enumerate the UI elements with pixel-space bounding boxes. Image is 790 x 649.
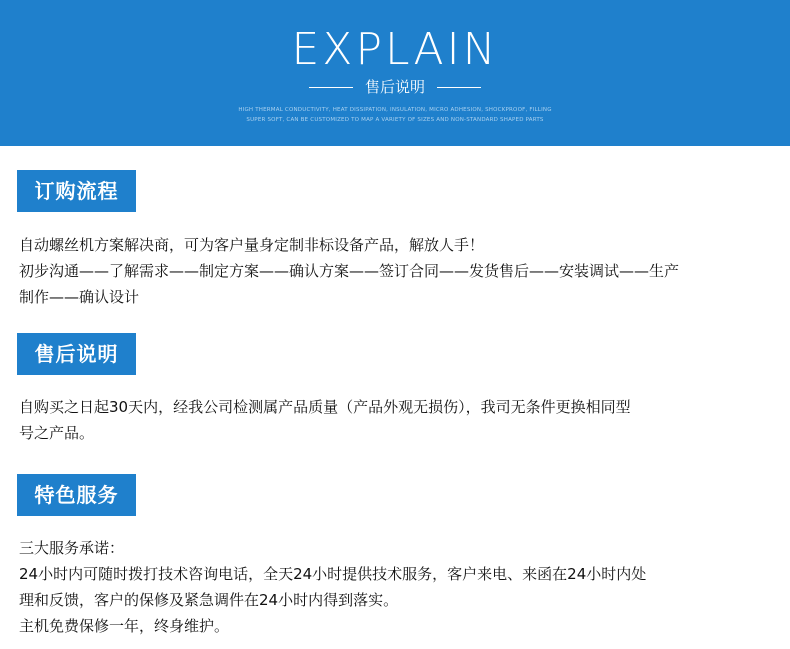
banner-description xyxy=(0,105,790,125)
section-tag-featured-services: 特色服务 xyxy=(17,474,136,516)
banner-desc-line1: HIGH THERMAL CONDUCTIVITY, HEAT DISSIPATION, INSULATION, MICRO ADHESION, SHOCKPROOF, FILLING xyxy=(238,107,552,113)
text-line: 初步沟通——了解需求——制定方案——确认方案——签订合同——发货售后——安装调试——生产 xyxy=(19,262,680,280)
text-line: 号之产品。 xyxy=(19,424,95,442)
section-tag-order-process: 订购流程 xyxy=(17,170,136,212)
text-line: 自购买之日起30天内，经我公司检测属产品质量（产品外观无损伤），我司无条件更换相同型 xyxy=(19,398,631,416)
section-tag-after-sales: 售后说明 xyxy=(17,333,136,375)
section-body-featured-services xyxy=(19,535,774,639)
header-banner xyxy=(0,0,790,146)
banner-desc-line2: SUPER SOFT, CAN BE CUSTOMIZED TO MAP A VARIETY OF SIZES AND NON-STANDARD SHAPED PARTS xyxy=(246,117,544,123)
text-line: 制作——确认设计 xyxy=(19,288,140,306)
banner-title: EXPLAIN xyxy=(291,24,499,75)
banner-subtitle-text: 售后说明 xyxy=(364,78,425,96)
section-body-order-process xyxy=(19,232,774,310)
text-line: 三大服务承诺： xyxy=(19,539,125,557)
divider-right xyxy=(437,87,481,88)
banner-subtitle xyxy=(0,76,790,98)
section-body-after-sales xyxy=(19,394,774,446)
text-line: 主机免费保修一年，终身维护。 xyxy=(19,617,230,635)
text-line: 24小时内可随时拨打技术咨询电话，全天24小时提供技术服务，客户来电、来函在24小时内处 xyxy=(19,565,647,583)
text-line: 自动螺丝机方案解决商，可为客户量身定制非标设备产品，解放人手！ xyxy=(19,236,485,254)
text-line: 理和反馈，客户的保修及紧急调件在24小时内得到落实。 xyxy=(19,591,399,609)
divider-left xyxy=(309,87,353,88)
